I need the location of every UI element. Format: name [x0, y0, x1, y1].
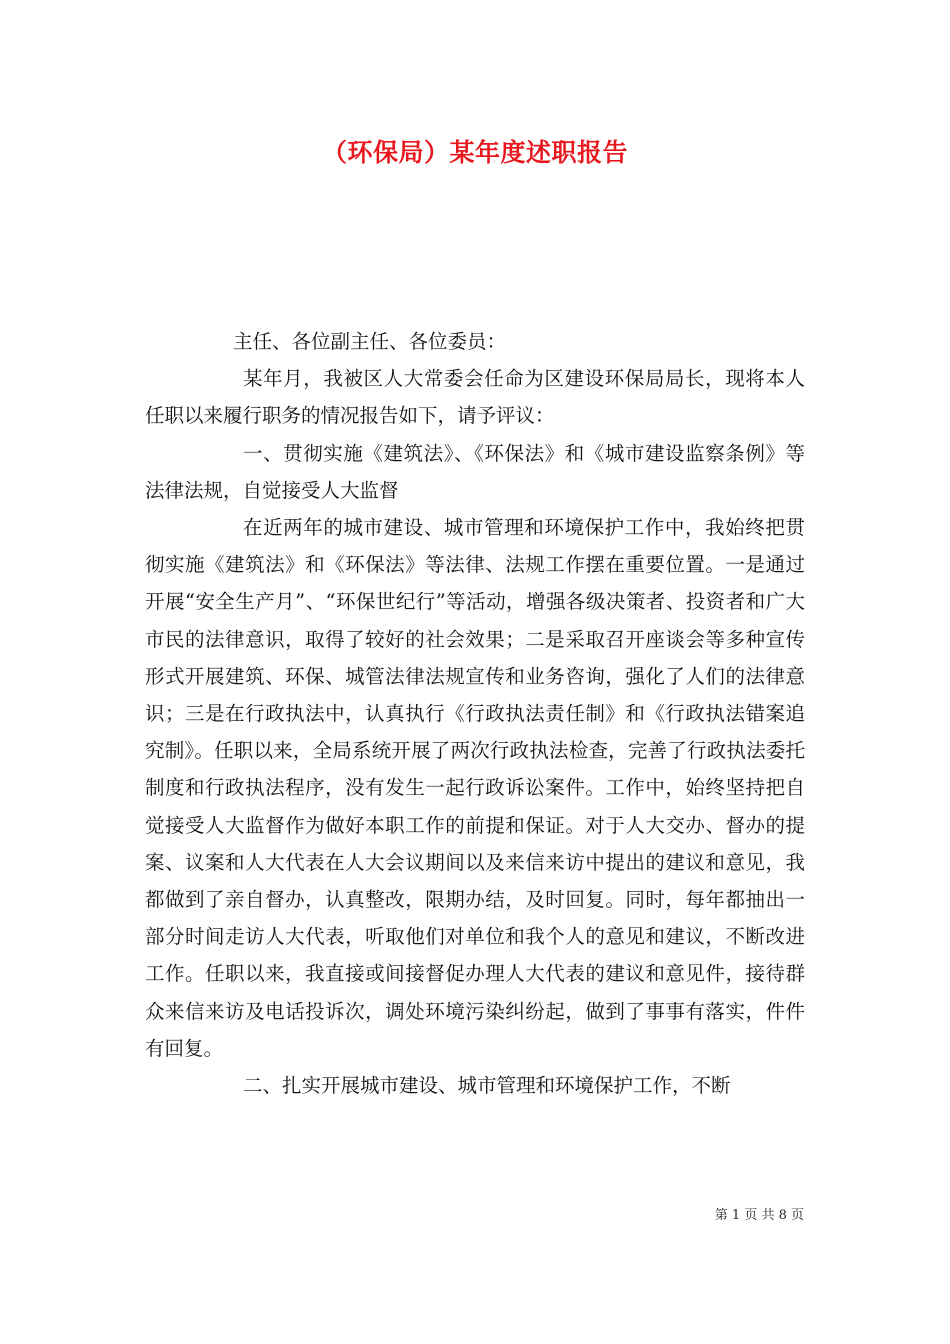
paragraph-intro: 某年月，我被区人大常委会任命为区建设环保局局长，现将本人任职以来履行职务的情况报告如下，请予评议： — [145, 367, 805, 428]
salutation: 主任、各位副主任、各位委员： — [233, 330, 507, 353]
section-heading-two: 二、扎实开展城市建设、城市管理和环境保护工作，不断 — [243, 1074, 731, 1098]
paragraph-section-one: 在近两年的城市建设、城市管理和环境保护工作中，我始终把贯彻实施《建筑法》和《环保法》等法律、法规工作摆在重要位置。一是通过开展“安全生产月”、“环保世纪行”等活动，增强各级决策者、投资者和广大市民的法律意识，取得了较好的社会效果；二是采取召开座谈会等多种宣传形式开展建筑、环保、城管法律法规宣传和业务咨询，强化了人们的法律意识；三是在行政执法中，认真执行《行政执法责任制》和《行政执法错案追究制》。任职以来，全局系统开展了两次行政执法检查，完善了行政执法委托制度和行政执法程序，没有发生一起行政诉讼案件。工作中，始终坚持把自觉接受人大监督作为做好本职工作的前提和保证。对于人大交办、督办的提案、议案和人大代表在人大会议期间以及来信来访中提出的建议和意见，我都做到了亲自督办，认真整改，限期办结，及时回复。同时，每年都抽出一部分时间走访人大代表，听取他们对单位和我个人的意见和建议，不断改进工作。任职以来，我直接或间接督促办理人大代表的建议和意见件，接待群众来信来访及电话投诉次，调处环境污染纠纷起，做到了事事有落实，件件有回复。 — [145, 516, 805, 1060]
document-body — [145, 323, 805, 1104]
section-heading-one: 一、贯彻实施《建筑法》、《环保法》和《城市建设监察条例》等法律法规，自觉接受人大监督 — [145, 441, 805, 502]
document-title: （环保局）某年度述职报告 — [321, 138, 628, 167]
page-number: 第 1 页 共 8 页 — [714, 1208, 804, 1223]
